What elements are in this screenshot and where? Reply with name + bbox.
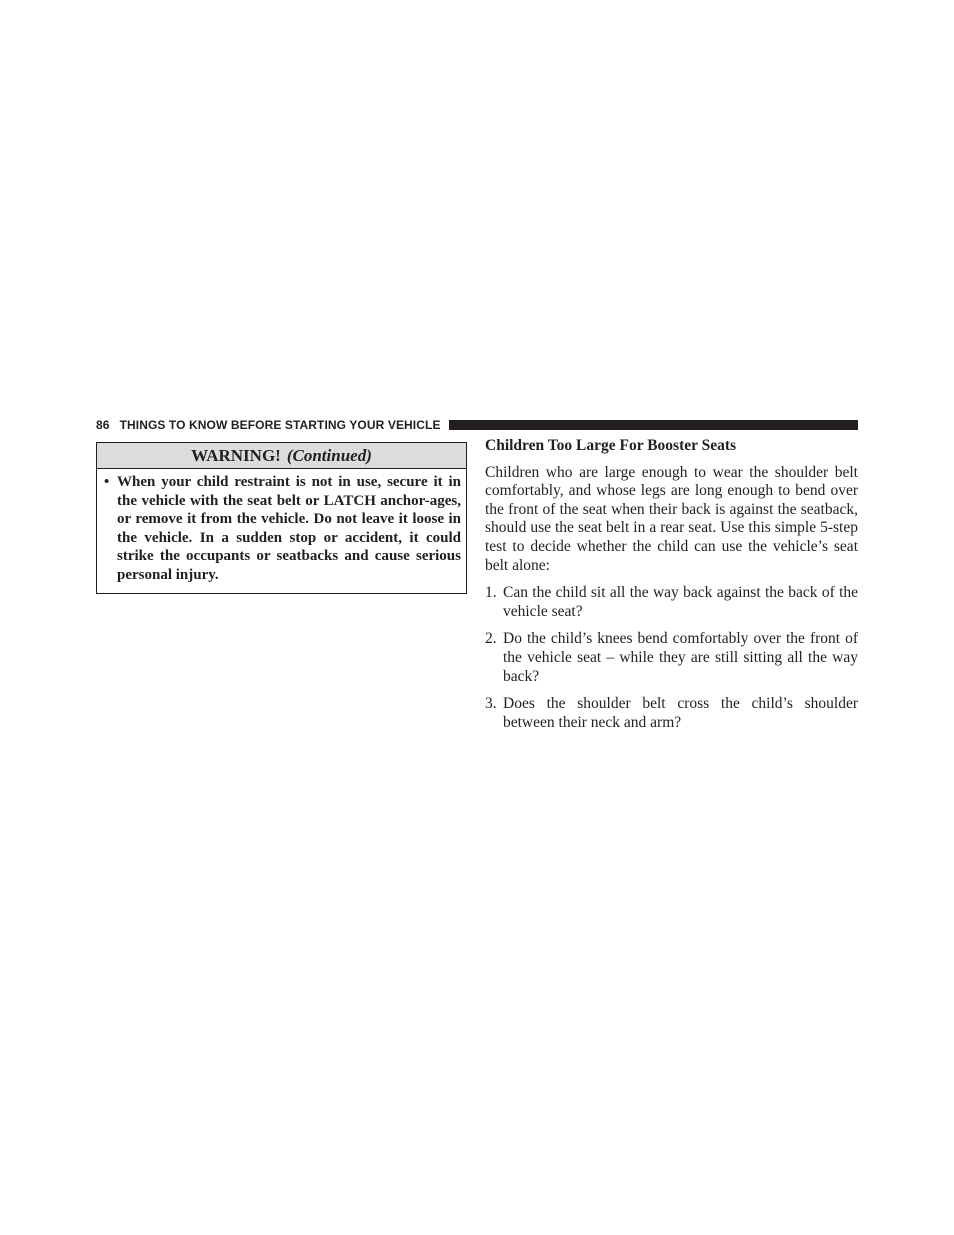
list-item-number: 2. — [485, 630, 497, 648]
warning-text: When your child restraint is not in use, secure it in the vehicle with the seat belt or LATCH anchor-ages, or remove it from the vehicle. Do not leave it loose in the vehicle. In a sudden stop or accident, it could strike the occupants or seatbacks and cause serious personal injury. — [117, 474, 461, 583]
header-rule — [449, 420, 858, 430]
list-item — [485, 584, 858, 621]
list-item-text: Can the child sit all the way back against the back of the vehicle seat? — [503, 584, 858, 620]
list-item-number: 3. — [485, 695, 497, 713]
section-heading: Children Too Large For Booster Seats — [485, 437, 737, 454]
warning-title-label: WARNING! — [191, 446, 281, 465]
bullet-icon: • — [104, 474, 110, 490]
running-header-title: THINGS TO KNOW BEFORE STARTING YOUR VEHICLE — [119, 418, 441, 432]
list-item — [485, 695, 858, 732]
warning-continued-label: (Continued) — [286, 446, 372, 465]
list-item-number: 1. — [485, 584, 497, 602]
right-column — [485, 437, 858, 741]
running-header — [96, 416, 858, 434]
list-item — [485, 630, 858, 686]
list-item-text: Does the shoulder belt cross the child’s shoulder between their neck and arm? — [503, 695, 858, 731]
warning-box — [96, 442, 467, 594]
warning-title — [97, 443, 466, 469]
section-intro: Children who are large enough to wear the shoulder belt comfortably, and whose legs are long enough to bend over the front of the seat when their back is against the seatback, should use the seat belt in a rear seat. Use this simple 5-step test to decide whether the child can use the vehicle’s seat belt alone: — [485, 463, 858, 574]
list-item-text: Do the child’s knees bend comfortably over the front of the vehicle seat – while they are still sitting all the way back? — [503, 630, 858, 685]
warning-body — [97, 469, 466, 593]
page-number: 86 — [96, 418, 110, 432]
